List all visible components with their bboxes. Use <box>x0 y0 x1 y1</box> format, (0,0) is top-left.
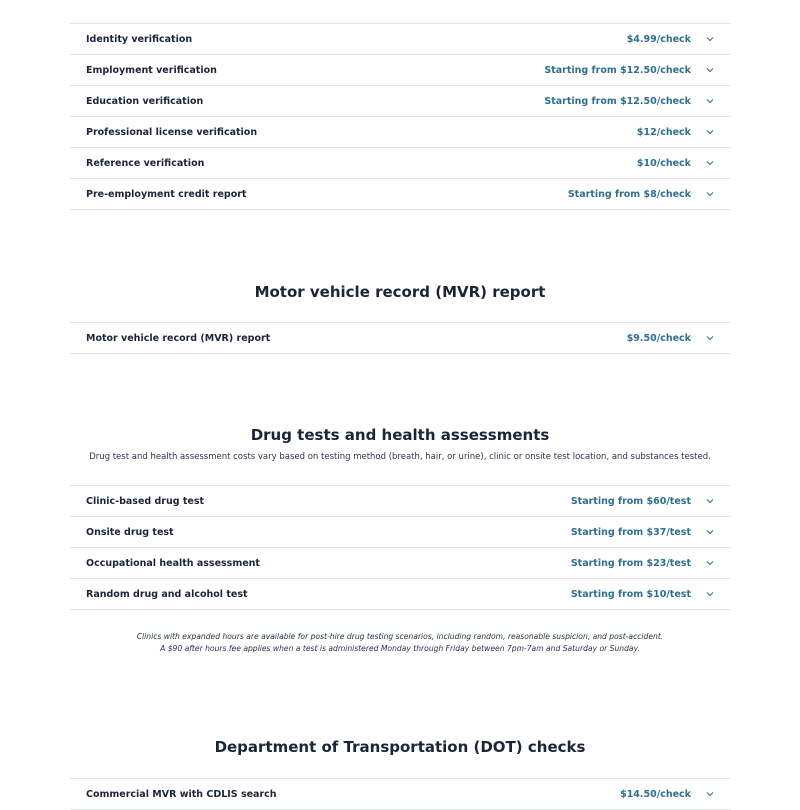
row-label: Random drug and alcohol test <box>86 588 248 600</box>
row-label: Pre-employment credit report <box>86 188 247 200</box>
chevron-down-icon[interactable] <box>706 590 714 598</box>
row-label: Clinic-based drug test <box>86 495 205 507</box>
row-label: Identity verification <box>86 33 193 45</box>
accordion-row-identity-verification[interactable] <box>70 23 731 54</box>
chevron-down-icon[interactable] <box>706 66 714 74</box>
chevron-down-icon[interactable] <box>706 128 714 136</box>
row-price: $9.50/check <box>626 332 691 344</box>
chevron-down-icon[interactable] <box>706 559 714 567</box>
accordion-row-reference-verification[interactable] <box>70 147 731 178</box>
accordion-row-mvr-report[interactable] <box>70 322 731 354</box>
row-label: Onsite drug test <box>86 526 174 538</box>
chevron-down-icon[interactable] <box>706 334 714 342</box>
row-price: Starting from $60/test <box>570 495 691 507</box>
chevron-down-icon[interactable] <box>706 97 714 105</box>
accordion-row-professional-license-verification[interactable] <box>70 116 731 147</box>
row-price: Starting from $37/test <box>570 526 691 538</box>
chevron-down-icon[interactable] <box>706 159 714 167</box>
chevron-down-icon[interactable] <box>706 528 714 536</box>
row-price: $10/check <box>636 157 691 169</box>
drug-list <box>70 485 731 610</box>
row-price: Starting from $23/test <box>570 557 691 569</box>
accordion-row-onsite-drug-test[interactable] <box>70 516 731 547</box>
after-hours-note-line-1: Clinics with expanded hours are available for post-hire drug testing scenarios, including random, reasonable suspicion, and post-accident. <box>136 632 664 641</box>
chevron-down-icon[interactable] <box>706 190 714 198</box>
accordion-row-education-verification[interactable] <box>70 85 731 116</box>
after-hours-note-line-2: A $90 after hours fee applies when a test is administered Monday through Friday between 7pm-7am and Saturday or Sunday. <box>160 644 640 653</box>
row-price: Starting from $12.50/check <box>544 64 691 76</box>
row-price: Starting from $12.50/check <box>544 95 691 107</box>
row-label: Reference verification <box>86 157 205 169</box>
accordion-row-commercial-mvr-cdlis[interactable] <box>70 778 731 810</box>
row-label: Commercial MVR with CDLIS search <box>86 788 277 800</box>
row-price: Starting from $10/test <box>570 588 691 600</box>
accordion-row-employment-verification[interactable] <box>70 54 731 85</box>
row-price: $12/check <box>636 126 691 138</box>
accordion-row-occupational-health-assessment[interactable] <box>70 547 731 578</box>
row-label: Motor vehicle record (MVR) report <box>86 332 271 344</box>
row-label: Occupational health assessment <box>86 557 260 569</box>
row-label: Professional license verification <box>86 126 258 138</box>
row-price: $4.99/check <box>626 33 691 45</box>
drug-section-heading: Drug tests and health assessments <box>250 426 550 444</box>
dot-section-heading: Department of Transportation (DOT) checks <box>214 738 586 756</box>
chevron-down-icon[interactable] <box>706 497 714 505</box>
chevron-down-icon[interactable] <box>706 35 714 43</box>
dot-list <box>70 778 731 810</box>
row-price: Starting from $8/check <box>567 188 691 200</box>
row-label: Education verification <box>86 95 204 107</box>
mvr-section-heading: Motor vehicle record (MVR) report <box>254 283 546 301</box>
row-label: Employment verification <box>86 64 217 76</box>
accordion-row-pre-employment-credit-report[interactable] <box>70 178 731 210</box>
chevron-down-icon[interactable] <box>706 790 714 798</box>
accordion-row-random-drug-and-alcohol-test[interactable] <box>70 578 731 610</box>
drug-section-subtext: Drug test and health assessment costs vary based on testing method (breath, hair, or urine), clinic or onsite test location, and substances tested. <box>89 452 711 462</box>
row-price: $14.50/check <box>620 788 691 800</box>
accordion-row-clinic-based-drug-test[interactable] <box>70 485 731 516</box>
background-checks-list <box>70 23 731 210</box>
mvr-list <box>70 322 731 354</box>
